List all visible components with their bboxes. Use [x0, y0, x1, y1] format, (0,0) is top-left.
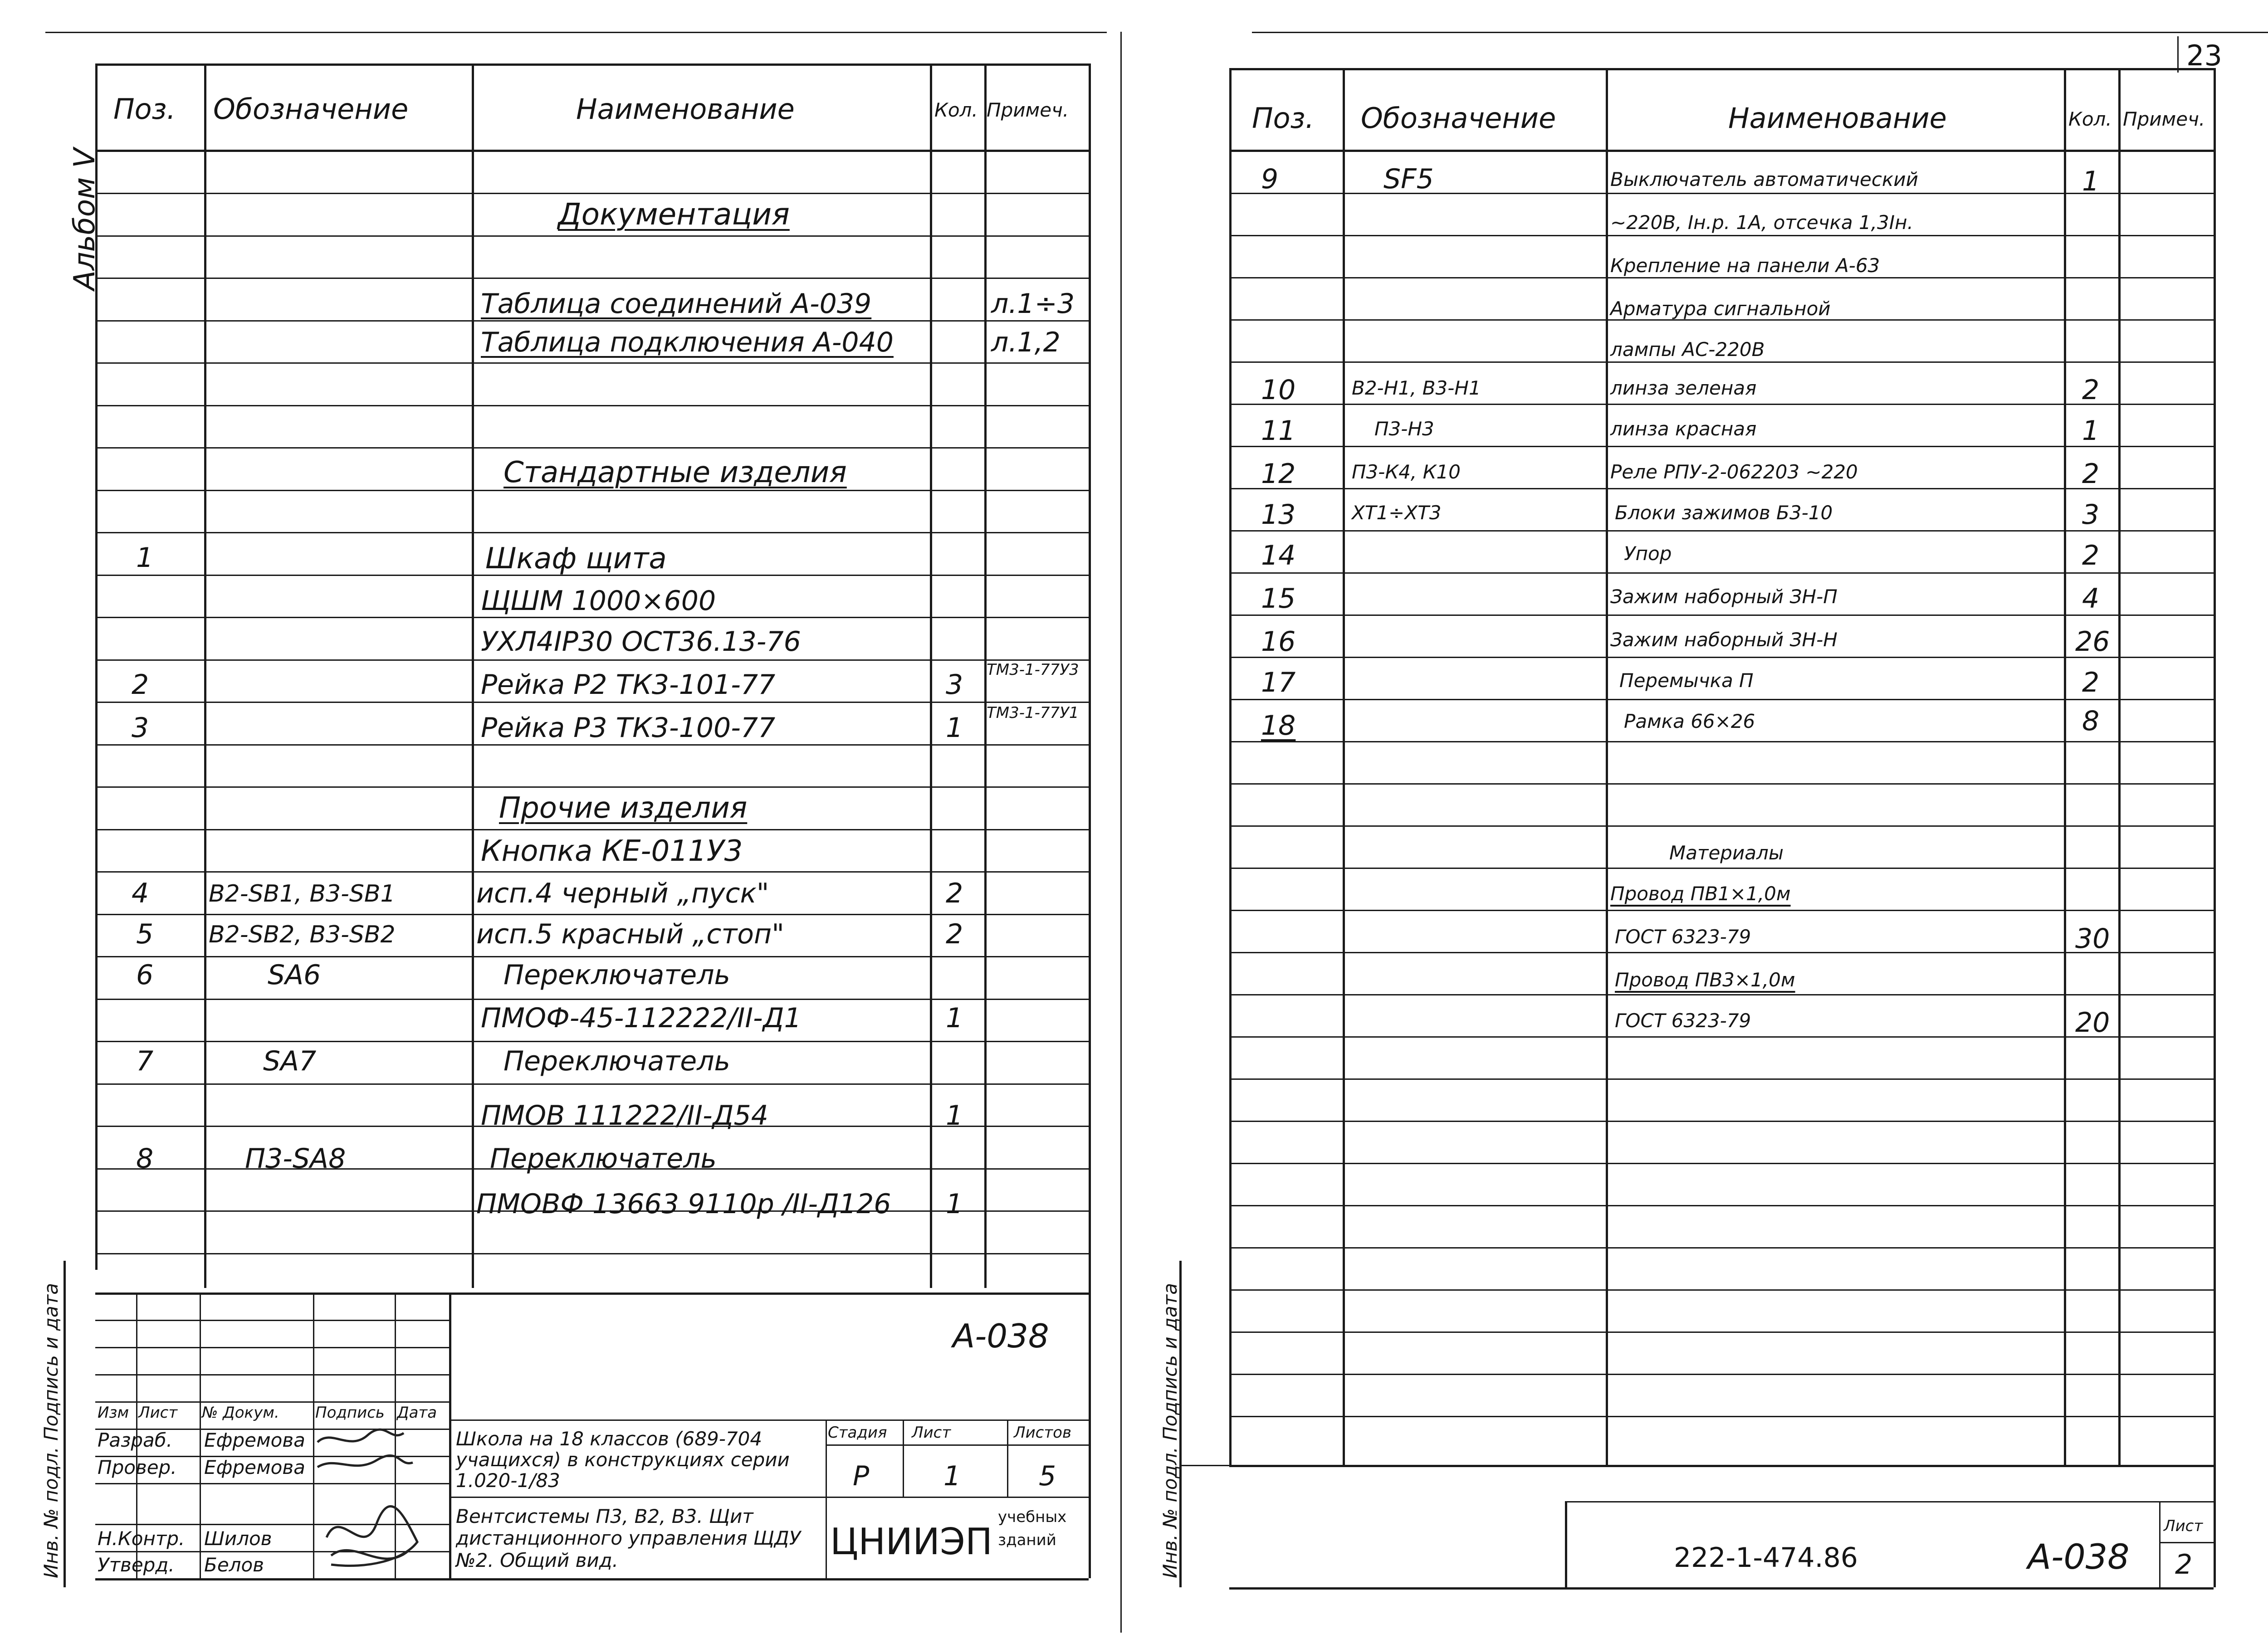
right-row-1-pos: 9: [1261, 163, 1279, 195]
left-row-9-note: ТМ3-1-77У1: [987, 704, 1079, 722]
right-row-9-designation: ХТ1÷ХТ3: [1352, 502, 1442, 524]
table-row-line: [1229, 1078, 2214, 1080]
right-row-11-name: Зажим наборный ЗН-П: [1610, 585, 1838, 608]
table-row-line: [1229, 741, 2214, 742]
table-row-line: [1229, 699, 2214, 700]
right-header-name: Наименование: [1728, 102, 1947, 135]
left-row-2-note: л.1÷3: [991, 288, 1075, 320]
left-side-strip: [64, 1261, 66, 1587]
stamp-stage: Р: [853, 1460, 870, 1492]
right-stamp-doc-number: 222-1-474.86: [1674, 1542, 1858, 1574]
stamp-prover-name: Ефремова: [204, 1456, 305, 1478]
right-row-8-pos: 12: [1261, 458, 1296, 490]
right-row-8-name: Реле РПУ-2-062203 ~220: [1610, 461, 1858, 483]
table-row-line: [95, 362, 1089, 364]
table-row-line: [95, 278, 1089, 279]
left-row-14-name: Переключатель: [503, 959, 730, 991]
table-row-line: [1229, 1036, 2214, 1038]
table-row-line: [1229, 868, 2214, 869]
table-row-line: [95, 999, 1089, 1000]
right-side-label: Инв. № подл. Подпись и дата: [1159, 1283, 1181, 1578]
left-row-13-qty: 2: [946, 918, 963, 950]
right-row-19-qty: 20: [2075, 1007, 2110, 1039]
page-number-divider: [2177, 36, 2179, 73]
table-row-line: [1229, 235, 2214, 236]
album-label: Альбом V: [68, 148, 102, 290]
stamp-razrab-label: Разраб.: [98, 1429, 173, 1451]
stamp-col-doc: № Докум.: [202, 1404, 279, 1422]
table-row-line: [95, 786, 1089, 788]
left-row-14-designation: SA6: [268, 959, 321, 991]
table-row-line: [95, 1253, 1089, 1254]
table-row-line: [1229, 530, 2214, 532]
table-row-line: [95, 235, 1089, 237]
table-row-line: [1229, 1163, 2214, 1164]
table-row-line: [1229, 1289, 2214, 1291]
table-row-line: [95, 532, 1089, 533]
stamp-col-list: Лист: [138, 1404, 178, 1422]
stamp-sheets-label: Листов: [1014, 1424, 1072, 1442]
table-row-line: [1229, 952, 2214, 953]
right-row-13-pos: 17: [1261, 667, 1296, 698]
right-row-6-name: линза зеленая: [1610, 377, 1757, 399]
table-row-line: [1229, 488, 2214, 489]
left-row-19-name: ПМОВФ 13663 9110р /II-Д126: [476, 1188, 891, 1220]
stamp-sheet: 1: [943, 1460, 961, 1492]
stamp-nkontr-label: Н.Контр.: [98, 1527, 185, 1550]
right-row-7-qty: 1: [2082, 415, 2100, 447]
right-row-17-qty: 30: [2075, 923, 2110, 955]
right-row-5-name: лампы АС-220В: [1610, 338, 1765, 361]
table-row-line: [95, 193, 1089, 194]
right-stamp-sheet: 2: [2175, 1549, 2193, 1580]
left-row-6-name: ЩШМ 1000×600: [481, 585, 716, 617]
left-row-5-name: Шкаф щита: [485, 542, 667, 576]
table-row-line: [95, 956, 1089, 957]
table-row-line: [1229, 1332, 2214, 1333]
left-row-8-note: ТМ3-1-77У3: [987, 661, 1079, 679]
table-row-line: [1229, 825, 2214, 827]
left-row-16-pos: 7: [136, 1045, 154, 1077]
right-row-14-pos: 18: [1261, 710, 1296, 741]
table-row-line: [95, 744, 1089, 746]
sheet-divider: [1120, 32, 1122, 1633]
left-side-label: Инв. № подл. Подпись и дата: [40, 1283, 62, 1578]
left-row-18-designation: П3-SA8: [245, 1143, 346, 1175]
left-row-19-qty: 1: [946, 1188, 963, 1220]
table-row-line: [1229, 277, 2214, 278]
table-row-line: [1229, 1416, 2214, 1417]
right-row-1-designation: SF5: [1383, 163, 1434, 195]
left-header-note: Примеч.: [987, 99, 1069, 121]
table-row-line: [1229, 783, 2214, 785]
left-row-9-qty: 1: [946, 712, 963, 744]
left-row-15-qty: 1: [946, 1002, 963, 1034]
stamp-col-sign: Подпись: [315, 1404, 385, 1422]
left-header-designation: Обозначение: [213, 93, 409, 126]
table-row-line: [95, 405, 1089, 406]
left-row-7-name: УХЛ4IР30 ОСТ36.13-76: [481, 626, 801, 658]
stamp-col-date: Дата: [397, 1404, 437, 1422]
stamp-utverd-label: Утверд.: [98, 1554, 175, 1576]
right-row-14-name: Рамка 66×26: [1624, 710, 1755, 732]
right-header-note: Примеч.: [2123, 108, 2205, 130]
left-row-15-name: ПМОФ-45-112222/II-Д1: [481, 1002, 802, 1034]
table-row-line: [1229, 994, 2214, 995]
table-row-line: [1229, 1205, 2214, 1206]
right-row-2-name: ~220В, Iн.р. 1А, отсечка 1,3Iн.: [1610, 211, 1913, 234]
left-row-13-pos: 5: [136, 918, 154, 950]
left-row-18-pos: 8: [136, 1143, 154, 1175]
table-row-line: [95, 1083, 1089, 1085]
stamp-sheet-title: Вентсистемы П3, В2, В3. Щит дистанционного управления ЩДУ №2. Общий вид.: [456, 1505, 801, 1571]
left-row-8-qty: 3: [946, 669, 963, 701]
stamp-sheets: 5: [1039, 1460, 1056, 1492]
right-row-12-pos: 16: [1261, 626, 1296, 658]
right-row-1-name: Выключатель автоматический: [1610, 168, 1918, 190]
table-row-line: [95, 829, 1089, 830]
stamp-utverd-name: Белов: [204, 1554, 264, 1576]
left-row-11-name: Кнопка КЕ-011У3: [481, 834, 743, 868]
table-row-line: [1229, 1374, 2214, 1375]
right-row-3-name: Крепление на панели А-63: [1610, 254, 1880, 277]
top-border-right: [1252, 32, 2268, 33]
right-row-11-qty: 4: [2082, 583, 2100, 615]
right-row-15-name: Материалы: [1669, 842, 1784, 864]
left-row-1-name: Документация: [558, 197, 790, 232]
table-row-line: [95, 659, 1089, 661]
table-row-line: [95, 617, 1089, 618]
right-row-6-qty: 2: [2082, 374, 2100, 406]
stamp-nkontr-name: Шилов: [204, 1527, 272, 1550]
right-header-designation: Обозначение: [1361, 102, 1556, 135]
right-row-16-name: Провод ПВ1×1,0м: [1610, 883, 1791, 905]
page-number: 23: [2186, 39, 2222, 72]
left-row-13-name: исп.5 красный „стоп": [476, 918, 784, 950]
stamp-stage-label: Стадия: [828, 1424, 887, 1442]
left-row-3-note: л.1,2: [991, 327, 1061, 358]
right-row-9-qty: 3: [2082, 499, 2100, 531]
right-row-10-pos: 14: [1261, 540, 1296, 571]
stamp-org: ЦНИИЭП: [830, 1521, 992, 1563]
right-row-10-name: Упор: [1624, 542, 1672, 565]
left-row-14-pos: 6: [136, 959, 154, 991]
left-row-17-qty: 1: [946, 1100, 963, 1132]
left-row-13-designation: В2-SB2, В3-SB2: [209, 921, 396, 948]
right-row-7-designation: П3-Н3: [1374, 418, 1434, 440]
table-row-line: [1229, 1121, 2214, 1122]
top-border-left: [45, 32, 1107, 33]
left-row-4-name: Стандартные изделия: [503, 456, 847, 489]
right-row-18-name: Провод ПВ3×1,0м: [1615, 969, 1795, 991]
table-row-line: [95, 914, 1089, 915]
right-row-10-qty: 2: [2082, 540, 2100, 571]
left-header-pos: Поз.: [113, 93, 176, 126]
table-row-line: [95, 320, 1089, 322]
stamp-prover-label: Провер.: [98, 1456, 177, 1478]
left-row-12-designation: В2-SB1, В3-SB1: [209, 880, 396, 907]
left-header-name: Наименование: [576, 93, 795, 126]
table-row-line: [1229, 361, 2214, 363]
left-row-12-pos: 4: [132, 878, 149, 909]
table-row-line: [1229, 446, 2214, 447]
right-header-pos: Поз.: [1252, 102, 1315, 135]
right-row-17-name: ГОСТ 6323-79: [1615, 926, 1751, 948]
right-row-7-pos: 11: [1261, 415, 1296, 447]
left-row-8-name: Рейка Р2 ТК3-101-77: [481, 669, 776, 701]
right-row-12-qty: 26: [2075, 626, 2110, 658]
stamp-org-sub: учебных зданий: [998, 1508, 1067, 1549]
left-row-9-pos: 3: [132, 712, 149, 744]
table-row-line: [95, 871, 1089, 873]
table-row-line: [1229, 193, 2214, 194]
right-row-8-designation: П3-К4, К10: [1352, 461, 1461, 483]
table-row-line: [1229, 910, 2214, 911]
right-row-19-name: ГОСТ 6323-79: [1615, 1010, 1751, 1032]
left-row-16-name: Переключатель: [503, 1045, 730, 1077]
right-row-12-name: Зажим наборный ЗН-Н: [1610, 629, 1838, 651]
left-row-12-name: исп.4 черный „пуск": [476, 878, 769, 909]
left-row-3-name: Таблица подключения А-040: [481, 327, 894, 358]
right-row-9-name: Блоки зажимов Б3-10: [1615, 502, 1833, 524]
left-row-8-pos: 2: [132, 669, 149, 701]
stamp-doc-code: А-038: [953, 1317, 1049, 1355]
stamp-razrab-name: Ефремова: [204, 1429, 305, 1451]
table-row-line: [95, 490, 1089, 491]
right-row-6-pos: 10: [1261, 374, 1296, 406]
table-row-line: [1229, 1247, 2214, 1249]
stamp-sheet-label: Лист: [912, 1424, 951, 1442]
table-row-line: [95, 702, 1089, 703]
left-row-10-name: Прочие изделия: [499, 791, 748, 825]
right-row-6-designation: В2-Н1, В3-Н1: [1352, 377, 1481, 399]
right-row-14-qty: 8: [2082, 705, 2100, 737]
right-row-4-name: Арматура сигнальной: [1610, 298, 1831, 320]
signature-scribbles: [313, 1424, 449, 1578]
table-row-line: [95, 447, 1089, 449]
table-row-line: [1229, 572, 2214, 574]
right-row-8-qty: 2: [2082, 458, 2100, 490]
left-row-2-name: Таблица соединений А-039: [481, 288, 872, 320]
right-stamp-sheet-label: Лист: [2164, 1517, 2203, 1535]
left-row-17-name: ПМОВ 111222/II-Д54: [481, 1100, 768, 1132]
left-row-5-pos: 1: [136, 542, 154, 574]
table-row-line: [95, 1041, 1089, 1042]
left-row-18-name: Переключатель: [490, 1143, 717, 1175]
table-row-line: [1229, 657, 2214, 658]
right-row-1-qty: 1: [2082, 166, 2100, 197]
right-header-qty: Кол.: [2068, 108, 2112, 130]
left-row-12-qty: 2: [946, 878, 963, 909]
table-row-line: [1229, 404, 2214, 405]
right-row-11-pos: 15: [1261, 583, 1296, 615]
right-row-13-name: Перемычка П: [1619, 669, 1754, 692]
stamp-project-title: Школа на 18 классов (689-704 учащихся) в конструкциях серии 1.020-1/83: [456, 1428, 790, 1492]
right-stamp-doc-code: А-038: [2028, 1536, 2130, 1577]
left-row-16-designation: SA7: [263, 1045, 317, 1077]
right-row-7-name: линза красная: [1610, 418, 1757, 440]
table-row-line: [1229, 615, 2214, 616]
stamp-col-izm: Изм: [98, 1404, 129, 1422]
left-row-9-name: Рейка Р3 ТК3-100-77: [481, 712, 776, 744]
right-row-13-qty: 2: [2082, 667, 2100, 698]
left-header-qty: Кол.: [934, 99, 978, 121]
right-row-9-pos: 13: [1261, 499, 1296, 531]
